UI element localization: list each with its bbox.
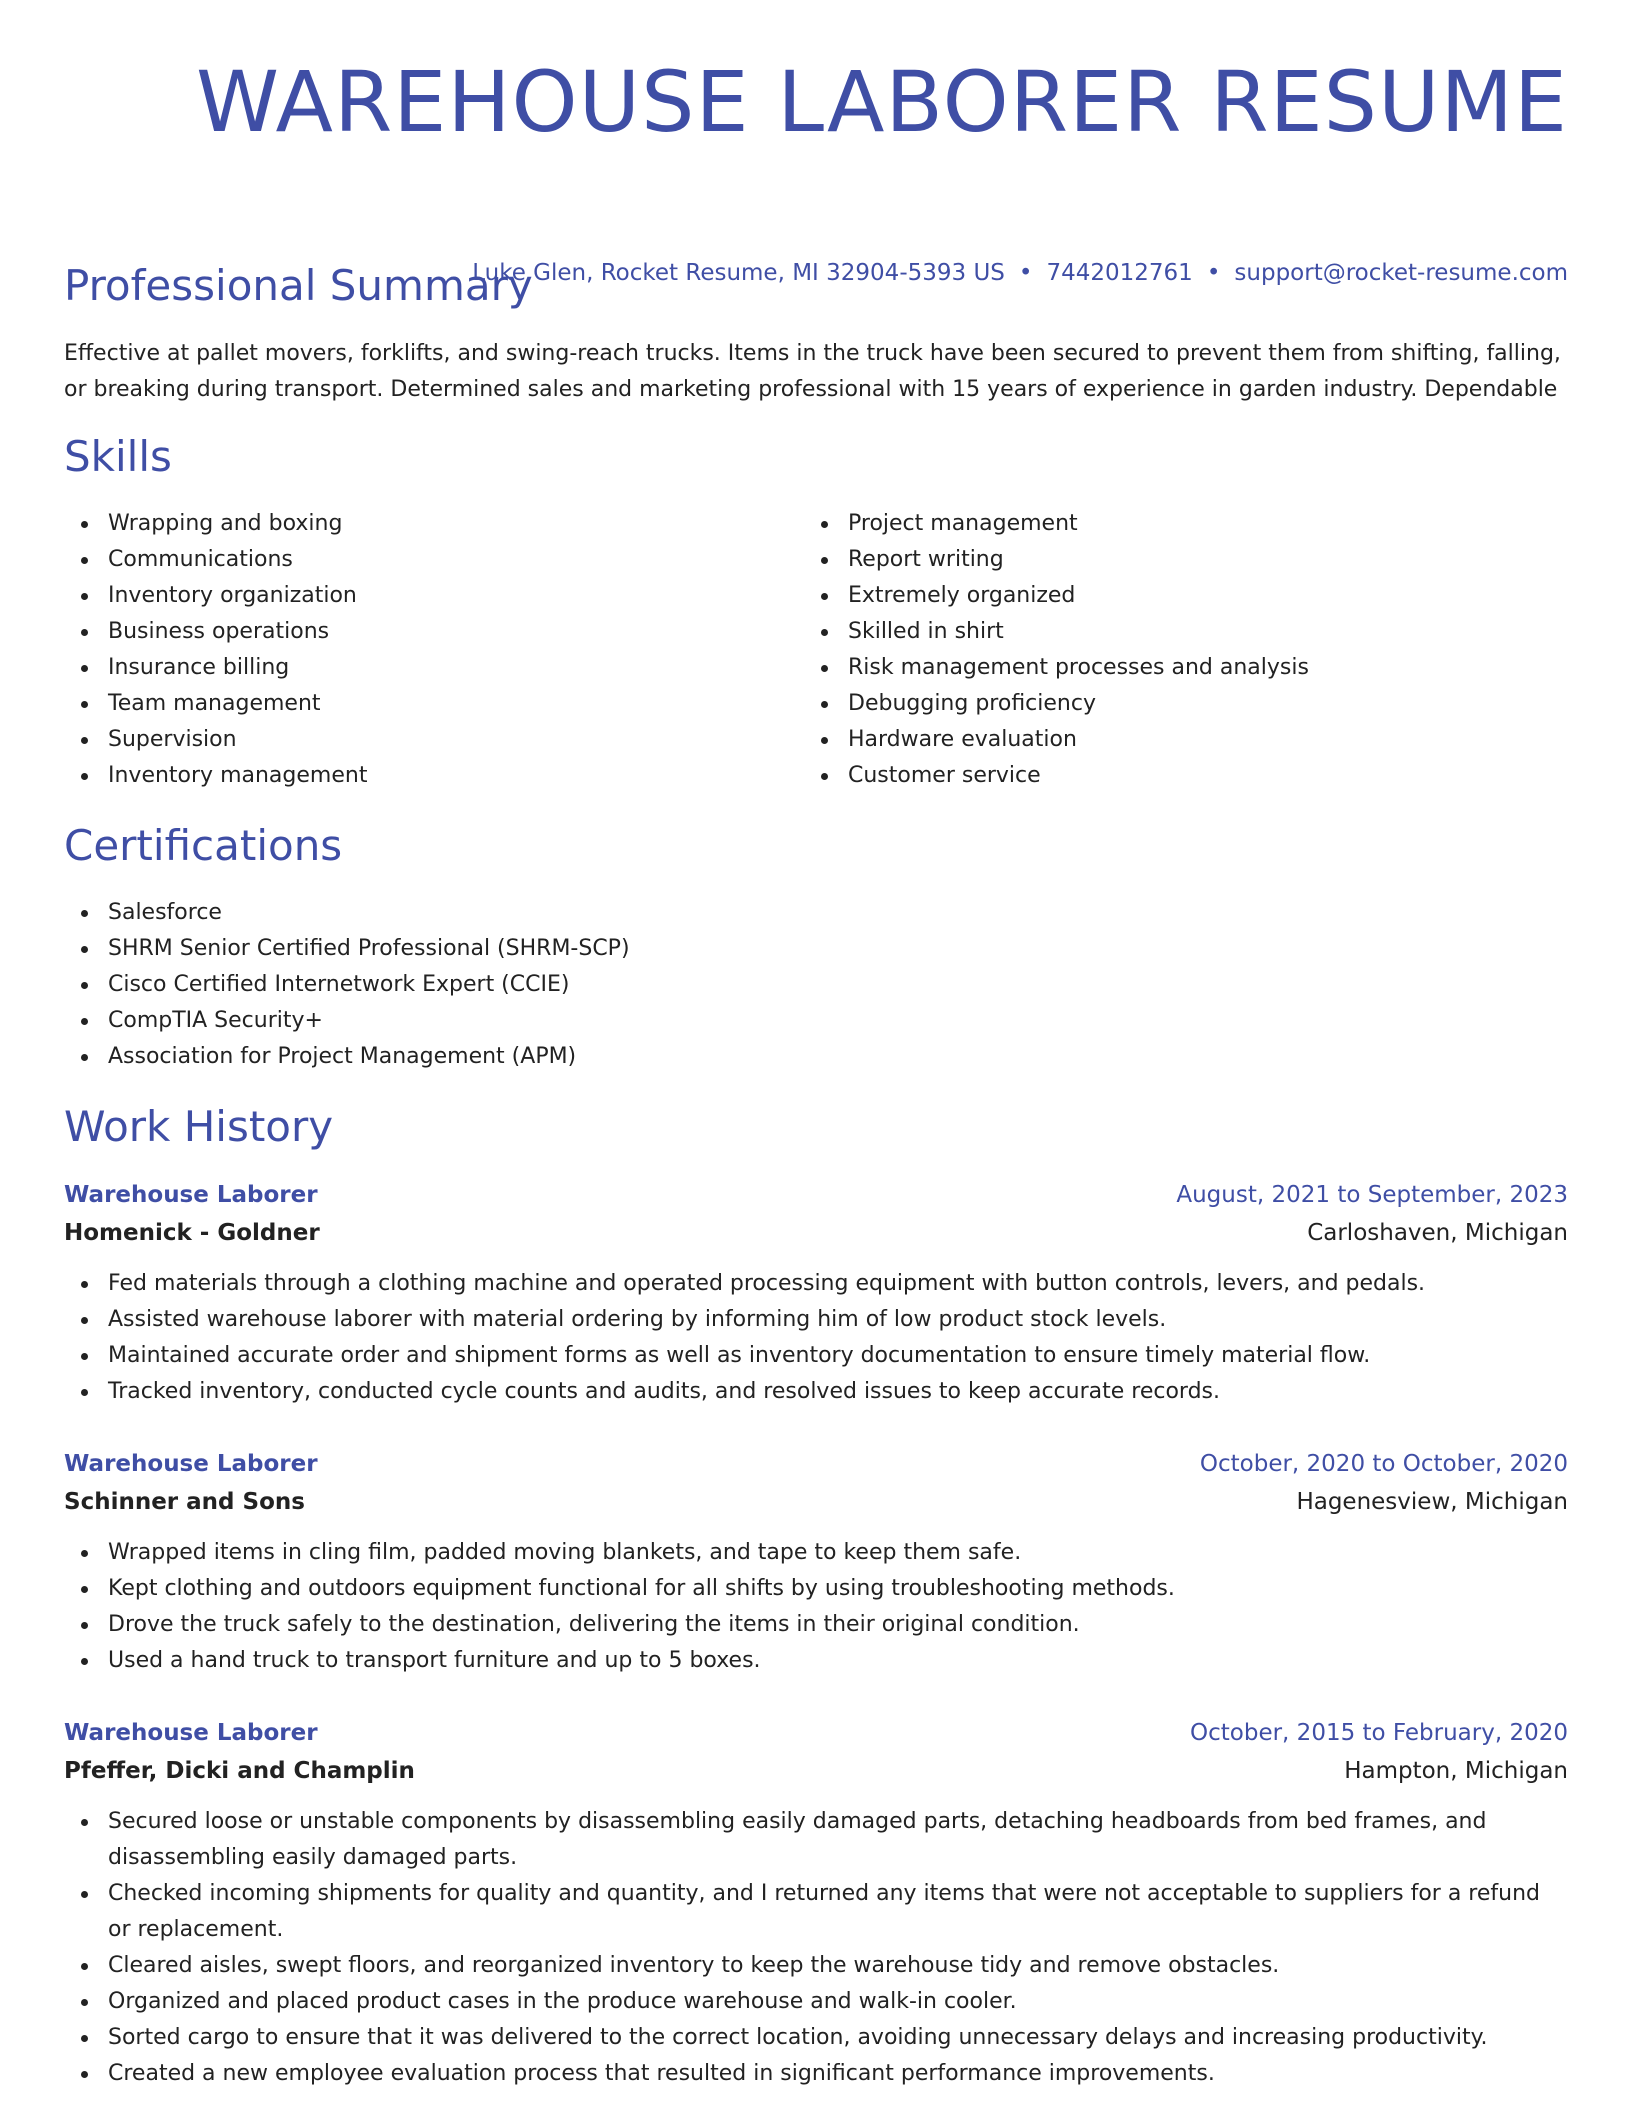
job-header-row [64, 1714, 1568, 1752]
job-entry [64, 1176, 1568, 1410]
job-bullet: Maintained accurate order and shipment forms as well as inventory documentation to ensure timely material flow. [64, 1338, 1568, 1374]
job-bullet: Secured loose or unstable components by disassembling easily damaged parts, detaching headboards from bed frames, and disassembling easily damaged parts. [64, 1804, 1568, 1876]
job-entry [64, 1445, 1568, 1679]
job-bullet: Drove the truck safely to the destination, delivering the items in their original condition. [64, 1607, 1568, 1643]
job-title: Warehouse Laborer [64, 1182, 318, 1208]
contact-separator: • [1206, 260, 1221, 286]
job-dates: August, 2021 to September, 2023 [1176, 1182, 1568, 1208]
certifications-list [64, 895, 1568, 1075]
job-entry [64, 1714, 1568, 2092]
skills-heading: Skills [64, 432, 172, 481]
job-bullet: Created a new employee evaluation process that resulted in significant performance improvements. [64, 2056, 1568, 2092]
job-bullet: Organized and placed product cases in the produce warehouse and walk-in cooler. [64, 1984, 1568, 2020]
skill-item: Business operations [64, 614, 804, 650]
contact-separator: • [1018, 260, 1033, 286]
job-bullet: Wrapped items in cling film, padded moving blankets, and tape to keep them safe. [64, 1535, 1568, 1571]
certification-item: SHRM Senior Certified Professional (SHRM-SCP) [64, 931, 1568, 967]
job-bullet: Checked incoming shipments for quality and quantity, and I returned any items that were not acceptable to suppliers for a refund or replacement. [64, 1876, 1568, 1948]
certifications-heading: Certifications [64, 821, 343, 870]
resume-page [64, 0, 1568, 2086]
contact-address: Luke Glen, Rocket Resume, MI 32904-5393 US [472, 260, 1005, 286]
job-title: Warehouse Laborer [64, 1451, 318, 1477]
job-bullet: Fed materials through a clothing machine and operated processing equipment with button controls, levers, and pedals. [64, 1266, 1568, 1302]
job-company: Pfeffer, Dicki and Champlin [64, 1758, 415, 1784]
job-company-row [64, 1752, 1568, 1790]
contact-email[interactable]: support@rocket-resume.com [1234, 260, 1568, 286]
skills-list-left [64, 506, 804, 794]
skill-item: Extremely organized [804, 578, 1544, 614]
job-company-row [64, 1483, 1568, 1521]
certification-item: CompTIA Security+ [64, 1003, 1568, 1039]
skill-item: Supervision [64, 722, 804, 758]
skill-item: Risk management processes and analysis [804, 650, 1544, 686]
job-company-row [64, 1214, 1568, 1252]
skill-item: Customer service [804, 758, 1544, 794]
skill-item: Project management [804, 506, 1544, 542]
skill-item: Inventory management [64, 758, 804, 794]
certification-item: Salesforce [64, 895, 1568, 931]
skill-item: Communications [64, 542, 804, 578]
job-location: Carloshaven, Michigan [1307, 1220, 1568, 1246]
job-company: Homenick - Goldner [64, 1220, 320, 1246]
summary-heading: Professional Summary [64, 261, 533, 310]
job-location: Hagenesview, Michigan [1296, 1489, 1568, 1515]
resume-title: WAREHOUSE LABORER RESUME [196, 53, 1568, 151]
skill-item: Report writing [804, 542, 1544, 578]
skill-item: Skilled in shirt [804, 614, 1544, 650]
skill-item: Inventory organization [64, 578, 804, 614]
job-bullets [64, 1535, 1568, 1679]
job-bullet: Sorted cargo to ensure that it was delivered to the correct location, avoiding unnecessary delays and increasing productivity. [64, 2020, 1568, 2056]
job-dates: October, 2015 to February, 2020 [1190, 1720, 1568, 1746]
contact-phone[interactable]: 7442012761 [1046, 260, 1193, 286]
job-bullet: Used a hand truck to transport furniture and up to 5 boxes. [64, 1643, 1568, 1679]
skills-list-right [804, 506, 1544, 794]
contact-line [472, 258, 1568, 288]
job-title: Warehouse Laborer [64, 1720, 318, 1746]
job-location: Hampton, Michigan [1344, 1758, 1568, 1784]
job-bullet: Kept clothing and outdoors equipment functional for all shifts by using troubleshooting methods. [64, 1571, 1568, 1607]
skill-item: Insurance billing [64, 650, 804, 686]
certification-item: Cisco Certified Internetwork Expert (CCIE) [64, 967, 1568, 1003]
job-bullet: Assisted warehouse laborer with material ordering by informing him of low product stock levels. [64, 1302, 1568, 1338]
job-dates: October, 2020 to October, 2020 [1199, 1451, 1568, 1477]
job-bullet: Cleared aisles, swept floors, and reorganized inventory to keep the warehouse tidy and remove obstacles. [64, 1948, 1568, 1984]
job-bullets [64, 1266, 1568, 1410]
job-bullets [64, 1804, 1568, 2092]
job-header-row [64, 1445, 1568, 1483]
job-company: Schinner and Sons [64, 1489, 305, 1515]
skill-item: Hardware evaluation [804, 722, 1544, 758]
skill-item: Team management [64, 686, 804, 722]
job-bullet: Tracked inventory, conducted cycle counts and audits, and resolved issues to keep accurate records. [64, 1374, 1568, 1410]
skill-item: Debugging proficiency [804, 686, 1544, 722]
summary-text: Effective at pallet movers, forklifts, and swing-reach trucks. Items in the truck have been secured to prevent them from shifting, falling, or breaking during transport. Determined sales and marketing professional with 15 years of experience in garden industry. Dependable [64, 341, 1561, 402]
certification-item: Association for Project Management (APM) [64, 1039, 1568, 1075]
skill-item: Wrapping and boxing [64, 506, 804, 542]
work-history-heading: Work History [64, 1102, 334, 1151]
job-header-row [64, 1176, 1568, 1214]
